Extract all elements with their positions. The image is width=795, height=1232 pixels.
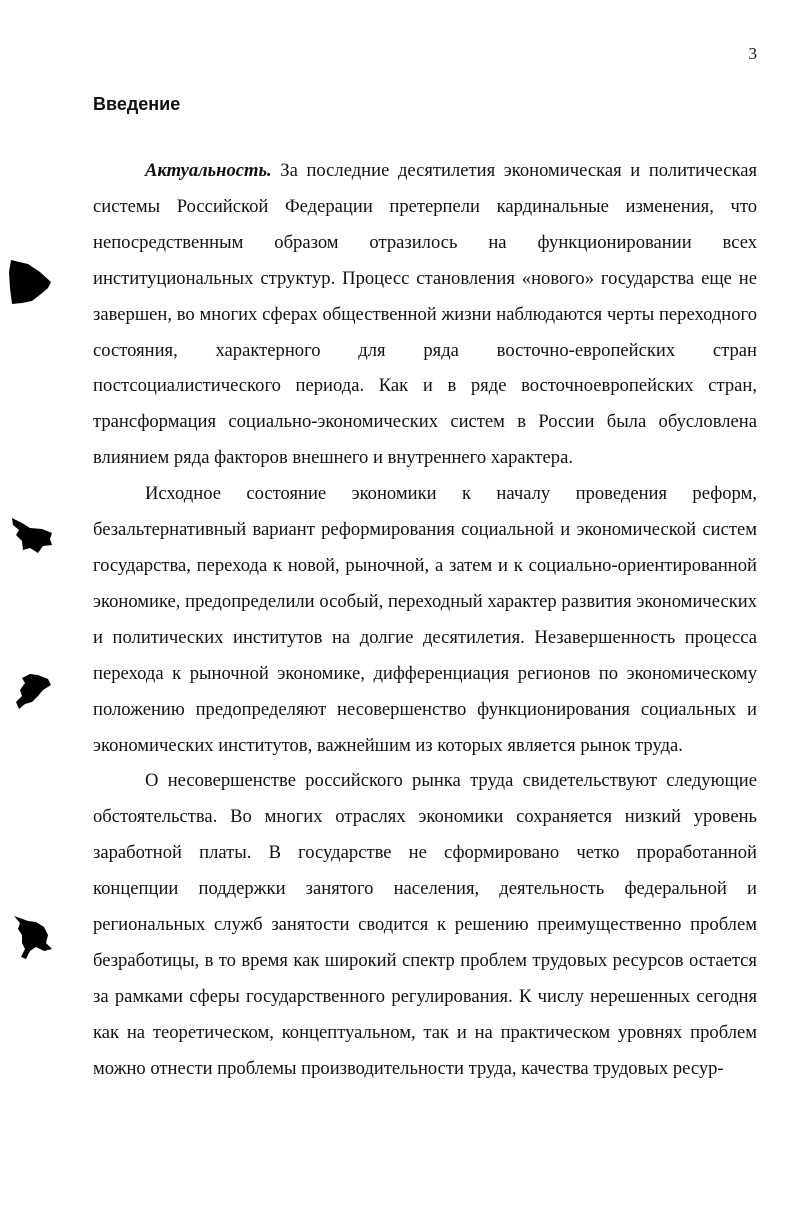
- scan-artifact-2: [8, 515, 58, 555]
- paragraph-text: За последние десятилетия экономическая и политическая системы Российской Федерации претерпели кардинальные изменения, что непосредственным образом отразилось на функционировании всех институциональных структур. Процесс становления «нового» государства еще не завершен, во многих сферах общественной жизни наблюдаются черты переходного состояния, характерного для ряда восточно-европейских стран постсоциалистического периода. Как и в ряде восточноевропейских стран, трансформация социально-экономических систем в России была обусловлена влиянием ряда факторов внешнего и внутреннего характера.: [93, 160, 757, 469]
- scan-artifact-1: [8, 258, 54, 306]
- page-title: Введение: [93, 94, 181, 114]
- page-number: 3: [748, 44, 757, 63]
- paragraph-lead: Актуальность.: [145, 160, 272, 181]
- paragraph-labor-market: О несовершенстве российского рынка труда свидетельствуют следующие обстоятельства. Во многих отраслях экономики сохраняется низкий уровень заработной платы. В государстве не сформировано четко проработанной концепции поддержки занятого населения, деятельность федеральной и региональных служб занятости сводится к решению преимущественно проблем безработицы, в то время как широкий спектр проблем трудовых ресурсов остается за рамками сферы государственного регулирования. К числу нерешенных сегодня как на теоретическом, концептуальном, так и на практическом уровнях проблем можно отнести проблемы производительности труда, качества трудовых ресур-: [93, 770, 757, 1079]
- paragraph-initial-state: Исходное состояние экономики к началу проведения реформ, безальтернативный вариант реформирования социальной и экономической систем государства, перехода к новой, рыночной, а затем и к социально-ориентированной экономике, предопределили особый, переходный характер развития экономических и политических институтов на долгие десятилетия. Незавершенность процесса перехода к рыночной экономике, дифференциация регионов по экономическому положению предопределяют несовершенство функционирования социальных и экономических институтов, важнейшим из которых является рынок труда.: [93, 483, 757, 756]
- scan-artifact-3: [8, 672, 54, 712]
- body-text: [93, 153, 757, 1087]
- paragraph-relevance: [93, 153, 757, 476]
- scan-artifact-4: [8, 913, 58, 961]
